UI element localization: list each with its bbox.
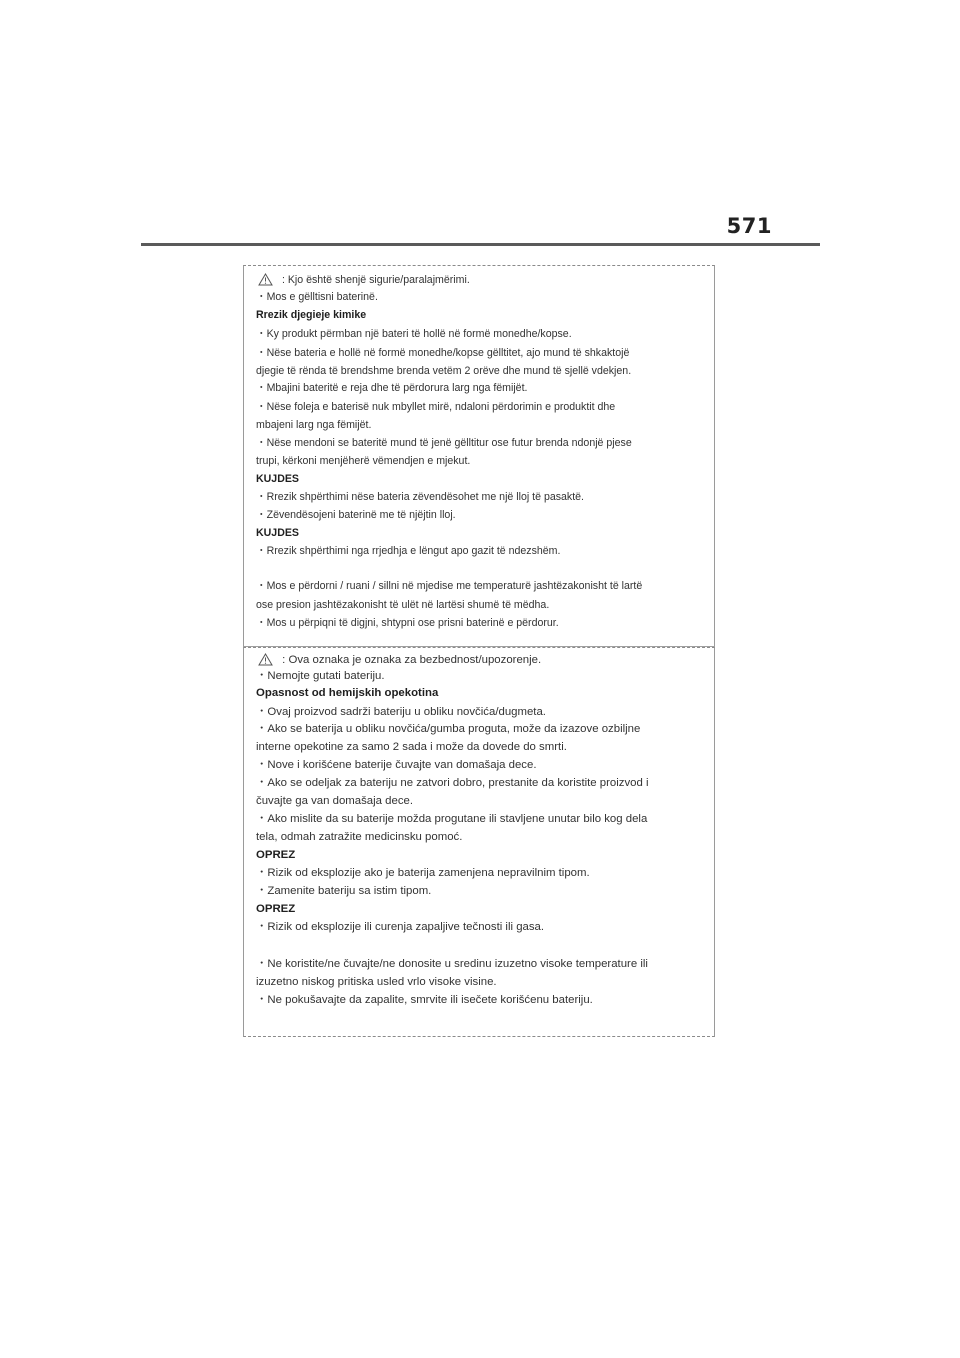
label-line: ・Nëse bateria e hollë në formë monedhe/kopse gëlltitet, ajo mund të shkaktojë xyxy=(256,347,630,359)
label-line: ・Zamenite bateriju sa istim tipom. xyxy=(256,885,432,897)
label-line: ・Rizik od eksplozije ako je baterija zamenjena nepravilnim tipom. xyxy=(256,867,590,879)
label-line: ・Zëvendësojeni baterinë me të njëjtin lloj. xyxy=(256,509,456,521)
warning-triangle-icon xyxy=(258,653,273,669)
label-line: ・Ne koristite/ne čuvajte/ne donosite u sredinu izuzetno visoke temperature ili xyxy=(256,958,648,970)
label-line: ・Ako se odeljak za bateriju ne zatvori dobro, prestanite da koristite proizvod i xyxy=(256,777,649,789)
label-line: ・Nove i korišćene baterije čuvajte van domašaja dece. xyxy=(256,759,537,771)
label-line: ・Ako se baterija u obliku novčića/gumba proguta, može da izazove ozbiljne xyxy=(256,723,641,735)
section-heading: Opasnost od hemijskih opekotina xyxy=(256,687,439,699)
page-number: 571 xyxy=(726,214,772,238)
warning-triangle-icon xyxy=(258,273,273,289)
safety-symbol-line: : Kjo është shenjë sigurie/paralajmërimi. xyxy=(256,273,710,289)
label-line: ・Ne pokušavajte da zapalite, smrvite ili isečete korišćenu bateriju. xyxy=(256,994,593,1006)
section-heading: Rrezik djegieje kimike xyxy=(256,309,367,321)
label-line: mbajeni larg nga fëmijët. xyxy=(256,419,372,431)
label-line: ose presion jashtëzakonisht të ulët në lartësi shumë të mëdha. xyxy=(256,599,550,611)
label-line: interne opekotine za samo 2 sada i može da dovede do smrti. xyxy=(256,741,567,753)
label-line: izuzetno niskog pritiska usled vrlo visoke visine. xyxy=(256,976,497,988)
caution-heading: KUJDES xyxy=(256,527,299,539)
label-line: ・Mbajini bateritë e reja dhe të përdorura larg nga fëmijët. xyxy=(256,382,528,394)
label-line: ・Nemojte gutati bateriju. xyxy=(256,670,385,682)
label-line: tela, odmah zatražite medicinsku pomoć. xyxy=(256,831,463,843)
caution-heading: KUJDES xyxy=(256,473,299,485)
caution-heading: OPREZ xyxy=(256,849,296,861)
warning-label-albanian xyxy=(243,265,715,647)
label-line: ・Mos u përpiqni të digjni, shtypni ose prisni baterinë e përdorur. xyxy=(256,617,559,629)
label-line: ・Rrezik shpërthimi nëse bateria zëvendësohet me një lloj të pasaktë. xyxy=(256,491,584,503)
label-line: ・Ky produkt përmban një bateri të hollë në formë monedhe/kopse. xyxy=(256,328,572,340)
label-line: djegie të rënda të brendshme brenda vetëm 2 orëve dhe mund të sjellë vdekjen. xyxy=(256,365,632,377)
header-divider xyxy=(141,243,820,246)
label-line: ・Nëse foleja e baterisë nuk mbyllet mirë, ndaloni përdorimin e produktit dhe xyxy=(256,401,616,413)
label-line: ・Ovaj proizvod sadrži bateriju u obliku novčića/dugmeta. xyxy=(256,706,546,718)
label-line: ・Rizik od eksplozije ili curenja zapaljive tečnosti ili gasa. xyxy=(256,921,545,933)
label-line: čuvajte ga van domašaja dece. xyxy=(256,795,414,807)
caution-heading: OPREZ xyxy=(256,903,296,915)
label-line: ・Mos e gëlltisni baterinë. xyxy=(256,291,378,303)
label-line: ・Mos e përdorni / ruani / sillni në mjedise me temperaturë jashtëzakonisht të lartë xyxy=(256,580,643,592)
safety-symbol-line: : Ova oznaka je oznaka za bezbednost/upozorenje. xyxy=(256,653,710,669)
label-line: ・Rrezik shpërthimi nga rrjedhja e lëngut apo gazit të ndezshëm. xyxy=(256,545,561,557)
label-line: trupi, kërkoni menjëherë vëmendjen e mjekut. xyxy=(256,455,471,467)
label-line: ・Ako mislite da su baterije možda progutane ili stavljene unutar bilo kog dela xyxy=(256,813,648,825)
warning-label-serbian xyxy=(243,647,715,1037)
label-line: ・Nëse mendoni se bateritë mund të jenë gëlltitur ose futur brenda ndonjë pjese xyxy=(256,437,632,449)
